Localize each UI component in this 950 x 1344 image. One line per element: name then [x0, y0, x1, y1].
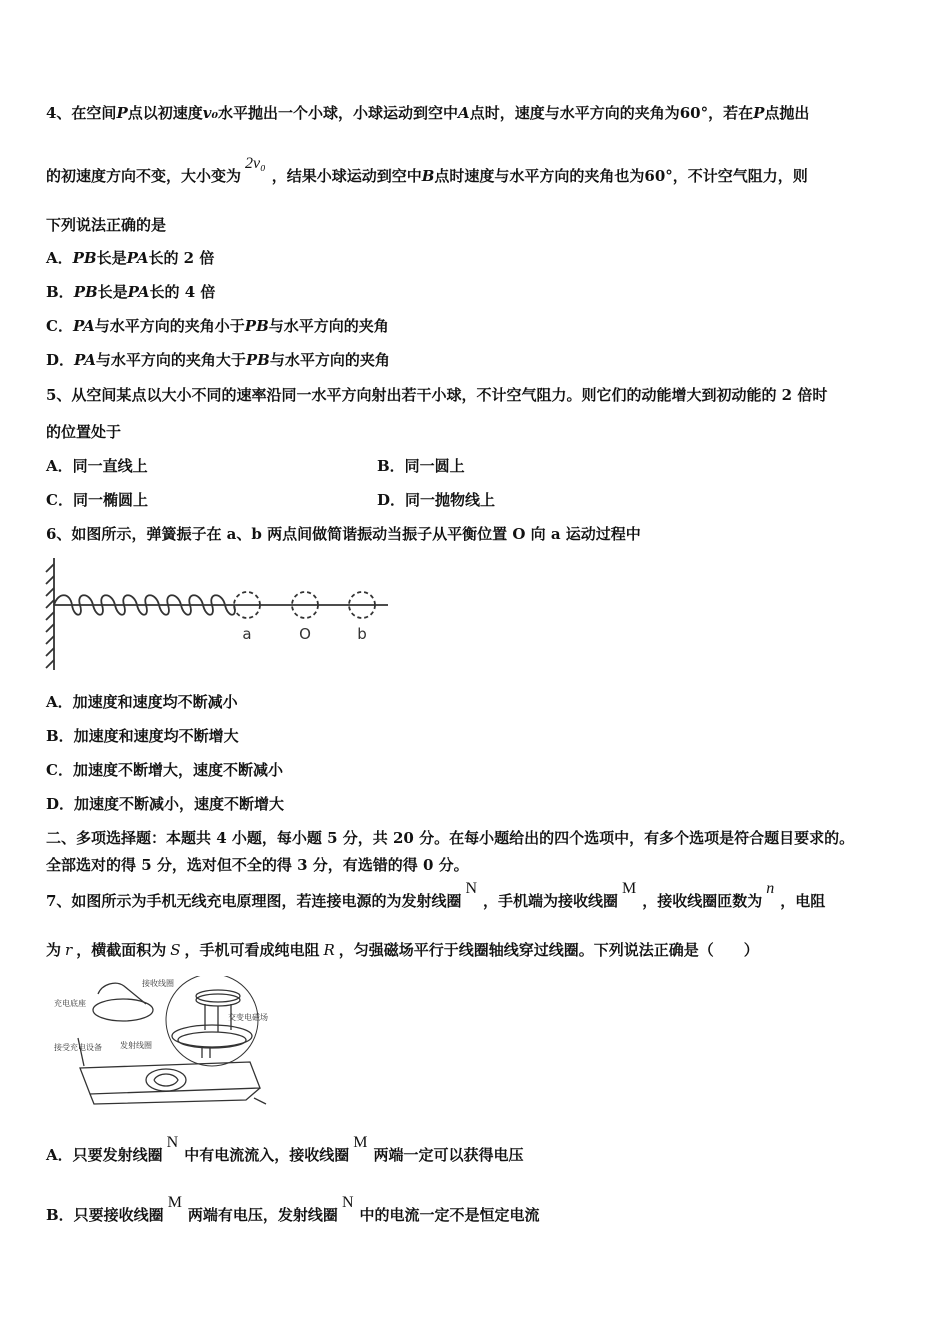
- q6-line1: 6、如图所示，弹簧振子在 a、b 两点间做简谐振动当振子从平衡位置 O 向 a 运动过程中: [46, 525, 641, 543]
- option-text: 中的电流一定不是恒定电流: [359, 1206, 540, 1224]
- option-var: PA: [74, 351, 96, 369]
- q4-line1: [46, 103, 809, 123]
- receiving-device-icon: [80, 1062, 260, 1094]
- q4-option-c: [46, 316, 389, 336]
- q5-line2: 的位置处于: [46, 423, 122, 441]
- label-receiving-device: 接受充电设备: [54, 1043, 102, 1052]
- option-label: A．: [46, 249, 73, 267]
- option-var: PA: [126, 249, 149, 267]
- q7-var-big-r: R: [323, 941, 335, 959]
- label-o: O: [299, 625, 311, 643]
- q4-text: 点时，速度与水平方向的夹角为60°，若在: [469, 104, 754, 122]
- q4-text: ，结果小球运动到空中: [271, 167, 422, 185]
- q4-math-2v0: 2v₀: [245, 155, 266, 172]
- label-transmitter-coil: 发射线圈: [120, 1041, 152, 1050]
- q4-option-a: [46, 248, 214, 268]
- wireless-charging-figure: [50, 976, 280, 1110]
- option-text: 与水平方向的夹角小于: [94, 317, 245, 335]
- q7-text: 7、如图所示为手机无线充电原理图，若连接电源的为发射线圈: [46, 892, 462, 910]
- q7-option-a: [46, 1134, 524, 1166]
- q5-line1: 5、从空间某点以大小不同的速率沿同一水平方向射出若干小球，不计空气阻力。则它们的动能增大到初动能的 2 倍时: [46, 386, 828, 404]
- q4-text: 点以初速度: [127, 104, 203, 122]
- q7-text: ，横截面积为: [76, 941, 167, 959]
- wall-hatching: [46, 564, 54, 668]
- q7-text: 为: [46, 941, 62, 959]
- q4-line2: [46, 155, 808, 187]
- q7-text: ，匀强磁场平行于线圈轴线穿过线圈。下列说法正确是（ ）: [338, 941, 759, 959]
- option-text: 长的 2 倍: [148, 249, 215, 267]
- q7-text: ，手机可看成纯电阻: [184, 941, 320, 959]
- q7-var-m-coil: M: [622, 880, 637, 897]
- q7-line1: [46, 880, 826, 912]
- q4-text: 点时速度与水平方向的夹角也为60°，不计空气阻力，则: [434, 167, 808, 185]
- q4-line3: 下列说法正确的是: [46, 216, 167, 234]
- option-text: 长的 4 倍: [149, 283, 216, 301]
- q5-option-b: B．同一圆上: [377, 457, 465, 475]
- q6-option-c: C．加速度不断增大，速度不断减小: [46, 761, 283, 779]
- q6-option-a: A．加速度和速度均不断减小: [46, 693, 238, 711]
- option-text: 中有电流流入，接收线圈: [184, 1146, 350, 1164]
- option-label: C．: [46, 317, 73, 335]
- option-var: PA: [127, 283, 150, 301]
- q4-text: 水平抛出一个小球，小球运动到空中: [218, 104, 459, 122]
- q4-var-v0: v₀: [202, 104, 219, 122]
- option-var-m: M: [167, 1194, 182, 1211]
- label-receiver-coil: 接收线圈: [142, 979, 174, 988]
- q7-line2: [46, 940, 759, 960]
- q4-text: 点抛出: [764, 104, 810, 122]
- option-text: 与水平方向的夹角: [268, 317, 389, 335]
- q7-var-r: r: [65, 941, 73, 959]
- q4-var-b: B: [421, 167, 435, 185]
- option-var: PB: [72, 249, 97, 267]
- q5-option-c: C．同一椭圆上: [46, 491, 148, 509]
- q7-option-b: [46, 1194, 540, 1226]
- option-text: 长是: [97, 283, 128, 301]
- q7-var-n-coil: N: [465, 880, 478, 897]
- option-var: PB: [244, 317, 269, 335]
- q5-option-a: A．同一直线上: [46, 457, 148, 475]
- option-var: PA: [72, 317, 95, 335]
- option-text: 两端有电压，发射线圈: [187, 1206, 338, 1224]
- label-charging-base: 充电底座: [54, 999, 86, 1008]
- option-text: 与水平方向的夹角: [269, 351, 390, 369]
- q4-text: 4、在空间: [46, 104, 117, 122]
- section2-line1: 二、多项选择题：本题共 4 小题，每小题 5 分，共 20 分。在每小题给出的四个选项中，有多个选项是符合题目要求的。: [46, 829, 855, 847]
- q4-option-b: [46, 282, 215, 302]
- option-var-n: N: [341, 1194, 354, 1211]
- spring-oscillator-figure: [40, 556, 400, 674]
- option-var: PB: [245, 351, 270, 369]
- q6-option-d: D．加速度不断减小，速度不断增大: [46, 795, 285, 813]
- option-text: 两端一定可以获得电压: [373, 1146, 524, 1164]
- label-alternating-field: 交变电磁场: [228, 1013, 268, 1022]
- option-text: 长是: [96, 249, 127, 267]
- option-text: A．只要发射线圈: [46, 1146, 163, 1164]
- q7-text: ，手机端为接收线圈: [483, 892, 619, 910]
- option-label: D．: [46, 351, 75, 369]
- q4-var-a: A: [458, 104, 470, 122]
- option-var: PB: [73, 283, 98, 301]
- q7-var-n-turns: n: [766, 880, 775, 897]
- option-text: 与水平方向的夹角大于: [95, 351, 246, 369]
- label-b: b: [357, 625, 367, 643]
- option-var-m: M: [353, 1134, 368, 1151]
- q4-var-p: P: [116, 104, 128, 122]
- q7-var-s: S: [170, 941, 181, 959]
- q4-option-d: [46, 350, 390, 370]
- q7-text: ，接收线圈匝数为: [642, 892, 763, 910]
- section2-line2: 全部选对的得 5 分，选对但不全的得 3 分，有选错的得 0 分。: [46, 856, 469, 874]
- q6-option-b: B．加速度和速度均不断增大: [46, 727, 239, 745]
- label-a: a: [242, 625, 252, 643]
- option-label: B．: [46, 283, 74, 301]
- q4-var-p: P: [753, 104, 765, 122]
- q5-option-d: D．同一抛物线上: [377, 491, 496, 509]
- option-text: B．只要接收线圈: [46, 1206, 164, 1224]
- q7-text: ，电阻: [780, 892, 826, 910]
- q4-text: 的初速度方向不变，大小变为: [46, 167, 242, 185]
- option-var-n: N: [166, 1134, 179, 1151]
